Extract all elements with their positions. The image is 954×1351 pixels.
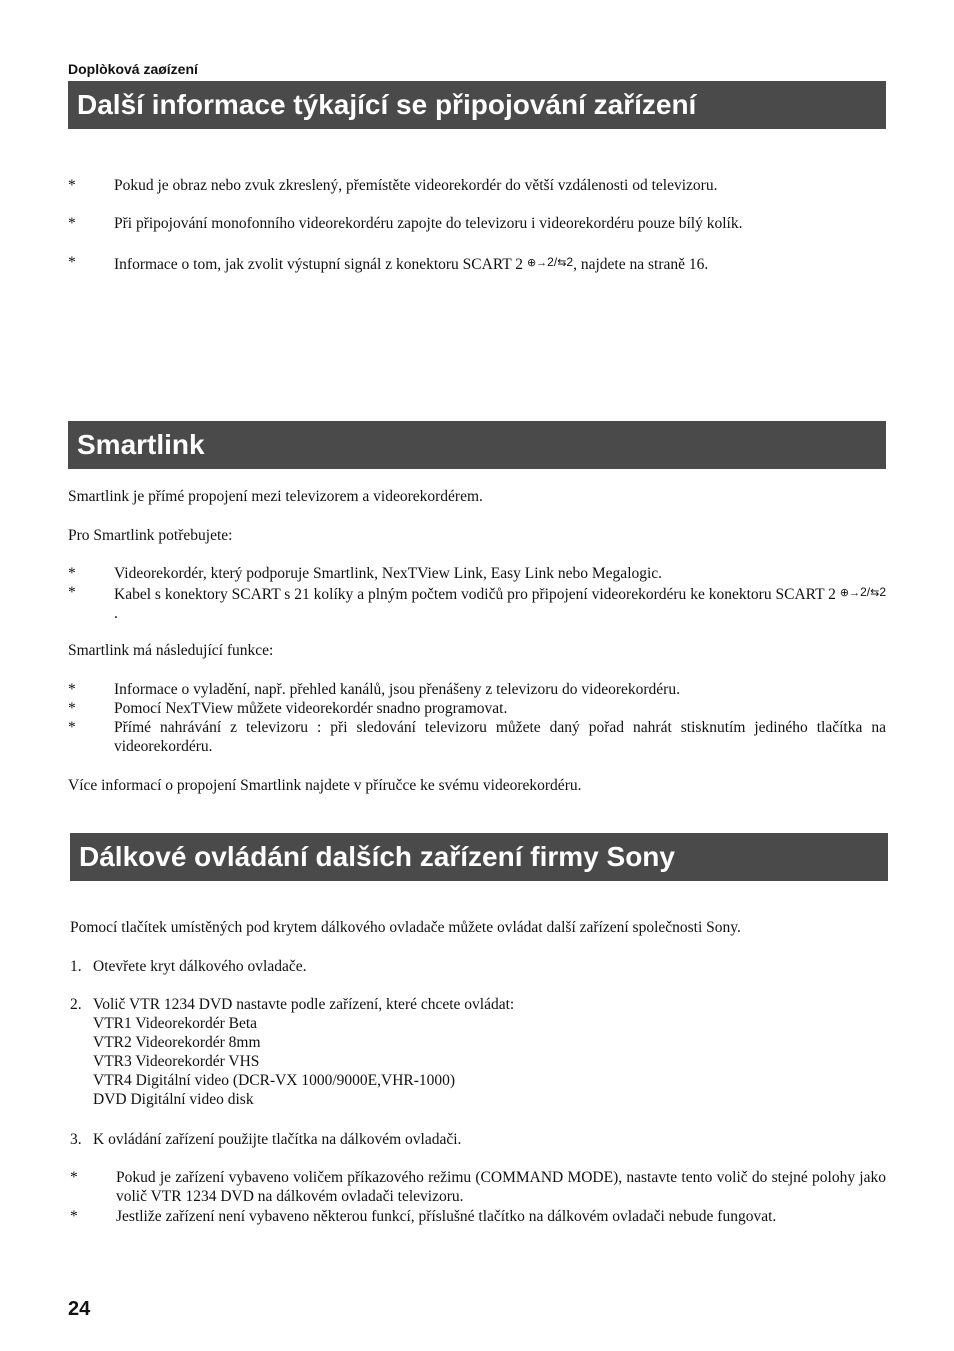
bullet-icon: * [70,1169,78,1186]
device-list-item: DVD Digitální video disk [93,1091,254,1108]
list-item: Při připojování monofonního videorekordéru zapojte do televizoru i videorekordéru pouze bílý kolík. [114,215,743,232]
step-text: Otevřete kryt dálkového ovladače. [93,958,307,975]
list-item-text: , najdete na straně 16. [573,256,709,273]
slash-separator: / [866,585,871,599]
list-item: Videorekordér, který podporuje Smartlink, NexTView Link, Easy Link nebo Megalogic. [114,565,663,582]
bullet-icon: * [68,215,76,232]
step-text: Volič VTR 1234 DVD nastavte podle zařízení, které chcete ovládat: [93,996,515,1013]
list-item [114,253,886,274]
page-number: 24 [68,1298,91,1320]
scart-input-icon: ⊕→2 [526,255,554,269]
bullet-icon: * [68,177,76,194]
step-number: 3. [70,1131,82,1148]
device-list-item: VTR3 Videorekordér VHS [93,1053,260,1070]
bullet-icon: * [68,254,76,271]
note-item: Pokud je zařízení vybaveno voličem příkazového režimu (COMMAND MODE), nastavte tento volič do stejné polohy jako volič VTR 1234 DVD na dálkovém ovladači televizoru. [116,1169,886,1205]
scart-output-icon: ⇆2 [870,585,886,599]
list-item-text: Kabel s konektory SCART s 21 kolíky a plným počtem vodičů pro připojení videorekordéru ke konektoru SCART 2 [114,586,840,603]
slash-separator: / [553,255,558,269]
step-number: 2. [70,996,82,1013]
scart-input-number: 2 [547,255,554,269]
list-item: Pokud je obraz nebo zvuk zkreslený, přemístěte videorekordér do větší vzdálenosti od televizoru. [114,177,718,194]
section-label: Doplòková zaøízení [68,61,198,77]
note-item: Jestliže zařízení není vybaveno některou funkcí, příslušné tlačítko na dálkovém ovladači nebude fungovat. [116,1208,777,1225]
section-title-connections: Další informace týkající se připojování zařízení [68,81,886,129]
scart-output-number: 2 [879,585,886,599]
device-list-item: VTR1 Videorekordér Beta [93,1015,258,1032]
list-item: Pomocí NexTView můžete videorekordér snadno programovat. [114,700,508,717]
list-item: Přímé nahrávání z televizoru : při sledování televizoru můžete daný pořad nahrát stisknutím jediného tlačítka na videorekordéru. [114,719,886,755]
paragraph-functions-label: Smartlink má následující funkce: [68,642,274,659]
scart-input-icon: ⊕→2 [839,585,867,599]
bullet-icon: * [70,1208,78,1225]
device-list-item: VTR2 Videorekordér 8mm [93,1034,261,1051]
list-item-text: . [114,605,118,622]
bullet-icon: * [68,584,76,601]
paragraph-more-info: Více informací o propojení Smartlink najdete v příručce ke svému videorekordéru. [68,777,582,794]
bullet-icon: * [68,681,76,698]
step-text: K ovládání zařízení použijte tlačítka na dálkovém ovladači. [93,1131,462,1148]
list-item: Informace o vyladění, např. přehled kanálů, jsou přenášeny z televizoru do videorekordéru. [114,681,680,698]
paragraph-intro: Smartlink je přímé propojení mezi televizorem a videorekordérem. [68,488,483,505]
list-item-text: Informace o tom, jak zvolit výstupní signál z konektoru SCART 2 [114,256,527,273]
step-number: 1. [70,958,82,975]
paragraph-need-label: Pro Smartlink potřebujete: [68,527,233,544]
bullet-icon: * [68,719,76,736]
list-item [114,583,886,623]
scart-input-number: 2 [860,585,867,599]
bullet-icon: * [68,565,76,582]
scart-output-number: 2 [566,255,574,269]
section-title-smartlink: Smartlink [68,421,886,469]
bullet-icon: * [68,700,76,717]
section-title-sony-remote: Dálkové ovládání dalších zařízení firmy Sony [70,833,888,881]
scart-output-icon: ⇆2 [557,255,574,269]
device-list-item: VTR4 Digitální video (DCR-VX 1000/9000E,VHR-1000) [93,1072,456,1089]
paragraph-intro: Pomocí tlačítek umístěných pod krytem dálkového ovladače můžete ovládat další zařízení společnosti Sony. [70,919,741,936]
